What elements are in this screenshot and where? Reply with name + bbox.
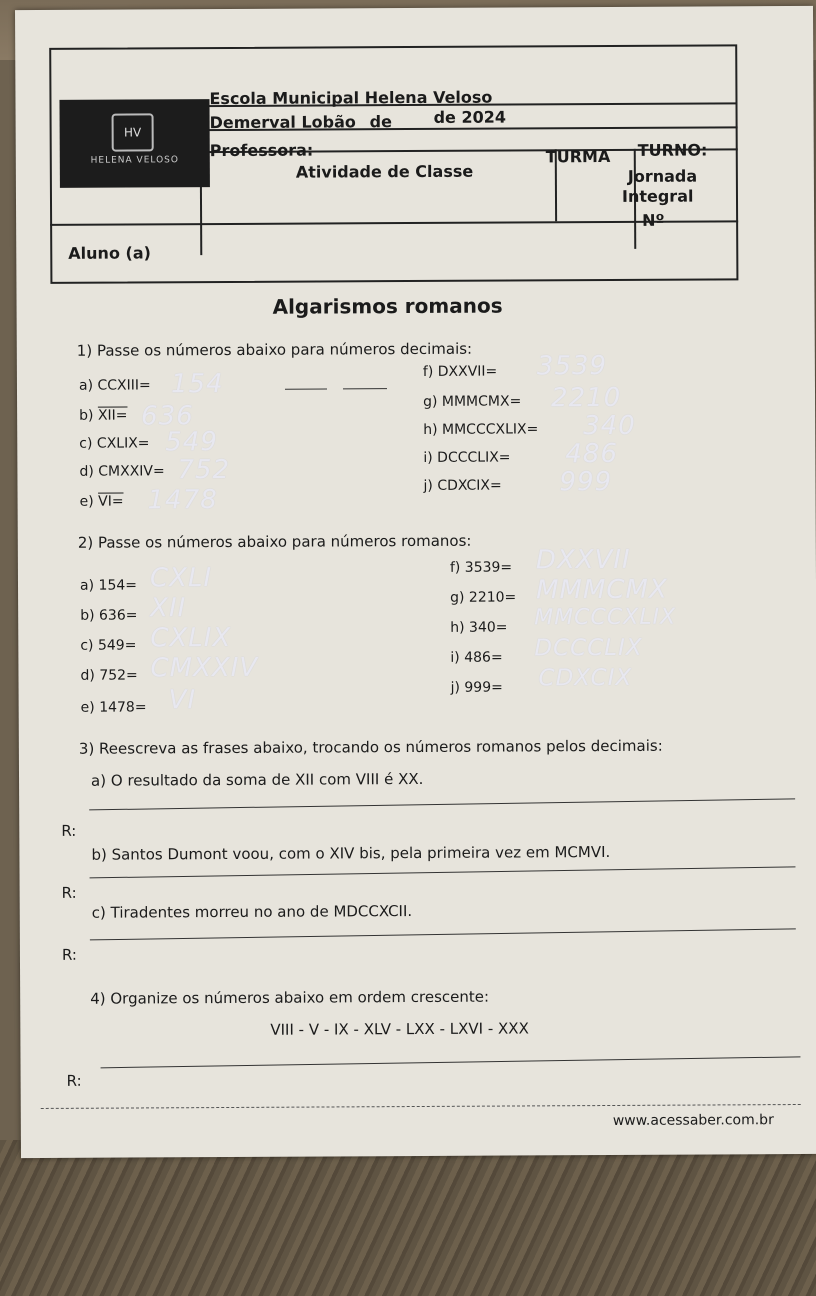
q3-item-b: b) Santos Dumont voou, com o XIV bis, pela primeira vez em MCMVI. [91,842,611,864]
teacher-label: Professora: [209,140,314,161]
answer-line [90,928,796,940]
date-year: de 2024 [433,107,507,127]
shift-value-2: Integral [621,186,694,206]
shift-value-1: Jornada [627,166,698,186]
q4-sequence: VIII - V - IX - XLV - LXX - LXVI - XXX [270,1019,529,1039]
q2-item-h: h) 340= [450,619,508,636]
activity-label: Atividade de Classe [295,161,474,182]
q1-answer-j: 999 [559,466,613,498]
q4-prompt: 4) Organize os números abaixo em ordem crescente: [90,987,490,1008]
school-logo [59,99,209,188]
q3-r-a: R: [61,821,77,840]
q1-answer-d: 752 [177,454,231,486]
q2-item-f: f) 3539= [449,559,513,576]
shield-icon: HV [112,113,154,151]
background-bottom [0,1140,816,1296]
q2-item-d: d) 752= [80,667,138,684]
q2-answer-g: MMMCMX [535,574,668,606]
q3-item-c: c) Tiradentes morreu no ano de MDCCXCII. [91,902,413,922]
q1-item-a: a) CCXIII= [78,377,151,394]
divider [343,388,387,389]
answer-line [101,1056,801,1068]
q1-item-c: c) CXLIX= [79,435,150,452]
q2-item-i: i) 486= [450,649,503,666]
q3-prompt: 3) Reescreva as frases abaixo, trocando os números romanos pelos decimais: [78,736,663,758]
q2-answer-e: VI [168,685,197,716]
cut-line [41,1104,801,1109]
q1-item-b: b) XII= [79,407,128,424]
q1-answer-b: 636 [141,401,194,432]
q2-answer-f: DXXVII [535,544,631,576]
q1-answer-e: 1478 [147,485,218,516]
q2-item-c: c) 549= [80,637,137,654]
footer-url: www.acessaber.com.br [612,1112,774,1129]
answer-line [89,798,795,810]
q1-item-f: f) DXXVII= [422,363,498,380]
q2-answer-i: DCCCLIX [534,634,643,662]
worksheet-page [15,6,816,1158]
q1-item-e: e) VI= [79,493,124,510]
q2-item-b: b) 636= [80,607,138,624]
number-label: Nº [642,210,665,230]
q1-answer-h: 340 [583,410,636,442]
divider [285,388,327,389]
q3-r-c: R: [61,945,78,964]
q2-answer-d: CMXXIV [150,652,259,684]
q3-r-b: R: [61,883,77,902]
q1-answer-c: 549 [165,427,218,458]
q2-item-j: j) 999= [450,679,503,696]
shift-label: TURNO: [637,140,708,160]
q1-answer-i: 486 [565,438,619,470]
q2-answer-b: XII [150,593,187,624]
q1-prompt: 1) Passe os números abaixo para números decimais: [76,339,473,360]
class-label: TURMA [545,146,611,167]
q1-item-j: j) CDXCIX= [423,477,502,494]
q2-item-g: g) 2210= [450,589,517,606]
page-title: Algarismos romanos [272,293,503,319]
date-de: de [369,112,392,132]
q1-item-d: d) CMXXIV= [79,463,165,480]
q2-answer-h: MMCCCXLIX [534,604,677,631]
school-name: Escola Municipal Helena Veloso [209,87,493,109]
q1-answer-a: 154 [170,369,224,400]
student-label: Aluno (a) [68,243,151,263]
q2-item-a: a) 154= [79,577,138,594]
logo-name: HELENA VELOSO [90,155,179,166]
q4-r: R: [66,1071,82,1090]
school-address: Demerval Lobão [209,112,356,133]
q1-item-h: h) MMCCCXLIX= [423,421,539,438]
q2-answer-j: CDXCIX [538,664,633,692]
q2-prompt: 2) Passe os números abaixo para números romanos: [77,531,472,552]
q1-item-g: g) MMMCMX= [423,393,522,410]
q2-answer-c: CXLIX [150,622,232,654]
q1-answer-g: 2210 [550,382,622,414]
q1-answer-f: 3539 [536,351,608,382]
q3-item-a: a) O resultado da soma de XII com VIII é XX. [90,769,424,790]
q2-item-e: e) 1478= [80,699,147,716]
q1-item-i: i) DCCCLIX= [423,449,511,466]
answer-line [90,866,796,878]
q2-answer-a: CXLI [149,563,213,594]
